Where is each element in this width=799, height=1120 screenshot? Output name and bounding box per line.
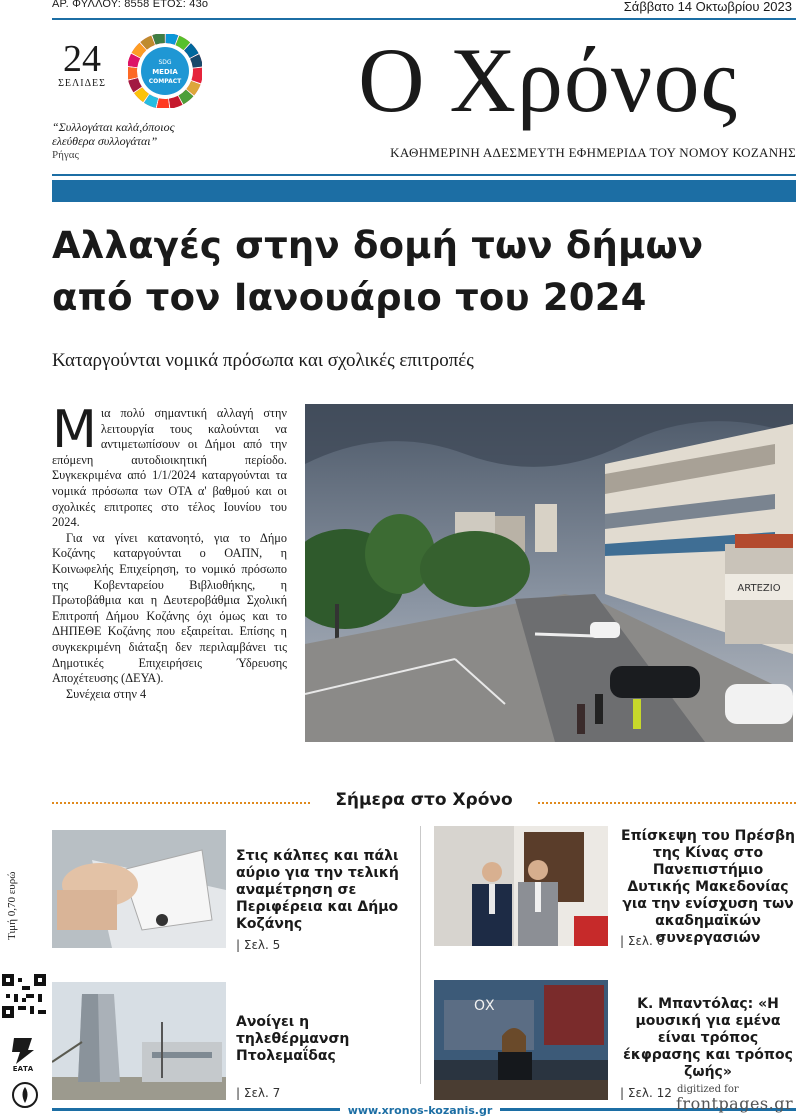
lead-paragraph-2: Για να γίνει κατανοητό, για το Δήμο Κοζάνης καταργούνται ο ΟΑΠΝ, η Κοινωφελής Επιχείρηση, το νομικό πρόσωπο της Κοβενταρείου Βιβλιοθήκης, η Πρωτοβάθμια και η Δευτεροβάθμια Σχολική Επιτροπή Δήμου Κοζάνης όχι όμως και το ΔΗΠΕΘΕ Κοζάνης που εξαιρείται. Επίσης η συγκεκριμένη διάταξη δεν περιλαμβάνει τις Δημοτικές Επιχειρήσεις Ύδρευσης Αποχέτευσης (ΔΕΥΑ).: [52, 530, 287, 686]
sdg-line3: COMPACT: [148, 78, 182, 85]
today-section-header: [52, 790, 796, 814]
bottom-emblem-icon: [12, 1082, 38, 1108]
story1-title[interactable]: Στις κάλπες και πάλι αύριο για την τελική αναμέτρηση σε Περιφέρεια και Δήμο Κοζάνης: [236, 848, 399, 932]
lead-photo-street-scene[interactable]: [305, 404, 793, 742]
stories-divider: [420, 826, 421, 1084]
story2-photo-ambassador[interactable]: [434, 826, 608, 946]
top-rule: [52, 18, 796, 20]
masthead-thin-rule: [52, 174, 796, 176]
masthead-quote: [52, 120, 212, 162]
masthead-blue-bar: [52, 180, 796, 202]
continued-link[interactable]: Συνέχεια στην 4: [66, 686, 147, 701]
eata-label: ΕΑΤΑ: [12, 1065, 34, 1072]
sdg-line1: SDG: [158, 59, 172, 66]
story1-page: | Σελ. 5: [236, 938, 281, 952]
story4-photo-musician[interactable]: [434, 980, 608, 1100]
newspaper-title: Ο Χρόνος: [358, 29, 738, 131]
story3-page: | Σελ. 7: [236, 1086, 281, 1100]
sdg-media-compact-logo: [128, 34, 202, 108]
price-label: Τιμή 0,70 ευρώ: [6, 871, 18, 940]
today-section-title: Σήμερα στο Χρόνο: [335, 790, 513, 810]
issue-info-bar: [52, 0, 796, 14]
sdg-line2: MEDIA: [152, 68, 178, 76]
svg-text:ΟΧ: ΟΧ: [474, 998, 495, 1014]
eata-logo-icon: [8, 1036, 38, 1072]
digitized-label: digitized for: [677, 1084, 739, 1095]
issue-date: Σάββατο 14 Οκτωβρίου 2023: [623, 0, 792, 14]
newspaper-tagline: ΚΑΘΗΜΕΡΙΝΗ ΑΔΕΣΜΕΥΤΗ ΕΦΗΜΕΡΙΔΑ ΤΟΥ ΝΟΜΟΥ ΚΟΖΑΝΗΣ: [390, 145, 796, 160]
lead-headline-line2: από τον Ιανουάριο του 2024: [52, 276, 647, 319]
website-url[interactable]: www.xronos-kozanis.gr: [340, 1104, 500, 1120]
story4-title[interactable]: Κ. Μπαντόλας: «Η μουσική για εμένα είναι τρόπος έκφρασης και τρόπος ζωής»: [623, 996, 793, 1080]
story1-photo-ballot[interactable]: [52, 830, 226, 948]
story3-photo-district-heating[interactable]: [52, 982, 226, 1100]
lead-paragraph-1-text: ια πολύ σημαντική αλλαγή στην λειτουργία τους καλούνται να αντιμετωπίσουν οι Δήμοι από την επόμενη αυτοδιοικητική περίοδο. Συγκεκριμένα από 1/1/2024 καταργούνται τα νομικά πρόσωπα των ΟΤΑ α' βαθμού και οι σχολικές επιτροπες στο τέλος Ιουνίου του 2024.: [52, 406, 287, 530]
quote-author: Ρήγας: [52, 149, 79, 161]
lead-subhead: Καταργούνται νομικά πρόσωπα και σχολικές επιτροπές: [52, 350, 474, 371]
pages-count: 24: [63, 38, 101, 80]
quote-text: “Συλλογάται καλά,όποιος ελεύθερα συλλογάται”: [52, 120, 175, 148]
story2-page: | Σελ. 6: [620, 934, 665, 948]
lead-headline-line1: Αλλαγές στην δομή των δήμων: [52, 224, 704, 267]
pages-label: ΣΕΛΙΔΕΣ: [58, 78, 106, 89]
lead-article-body: [52, 400, 287, 702]
issue-number: ΑΡ. ΦΥΛΛΟΥ: 8558 ΕΤΟΣ: 43ο: [52, 0, 209, 10]
story3-title[interactable]: Ανοίγει η τηλεθέρμανση Πτολεμαΐδας: [236, 1014, 350, 1064]
qr-code-icon[interactable]: [2, 974, 46, 1018]
story4-page: | Σελ. 12: [620, 1086, 672, 1100]
lead-headline[interactable]: [52, 220, 796, 324]
lead-paragraph-1: [52, 400, 287, 531]
photo-shop-sign: ARTEZIO: [737, 583, 781, 594]
drop-cap: Μ: [52, 400, 97, 460]
pages-count-box: [52, 40, 112, 89]
story2-title[interactable]: Επίσκεψη του Πρέσβη της Κίνας στο Πανεπιστήμιο Δυτικής Μακεδονίας για την ενίσχυση των ακαδημαϊκών συνεργασιών: [621, 828, 795, 946]
frontpages-watermark: frontpages.gr: [676, 1094, 794, 1113]
